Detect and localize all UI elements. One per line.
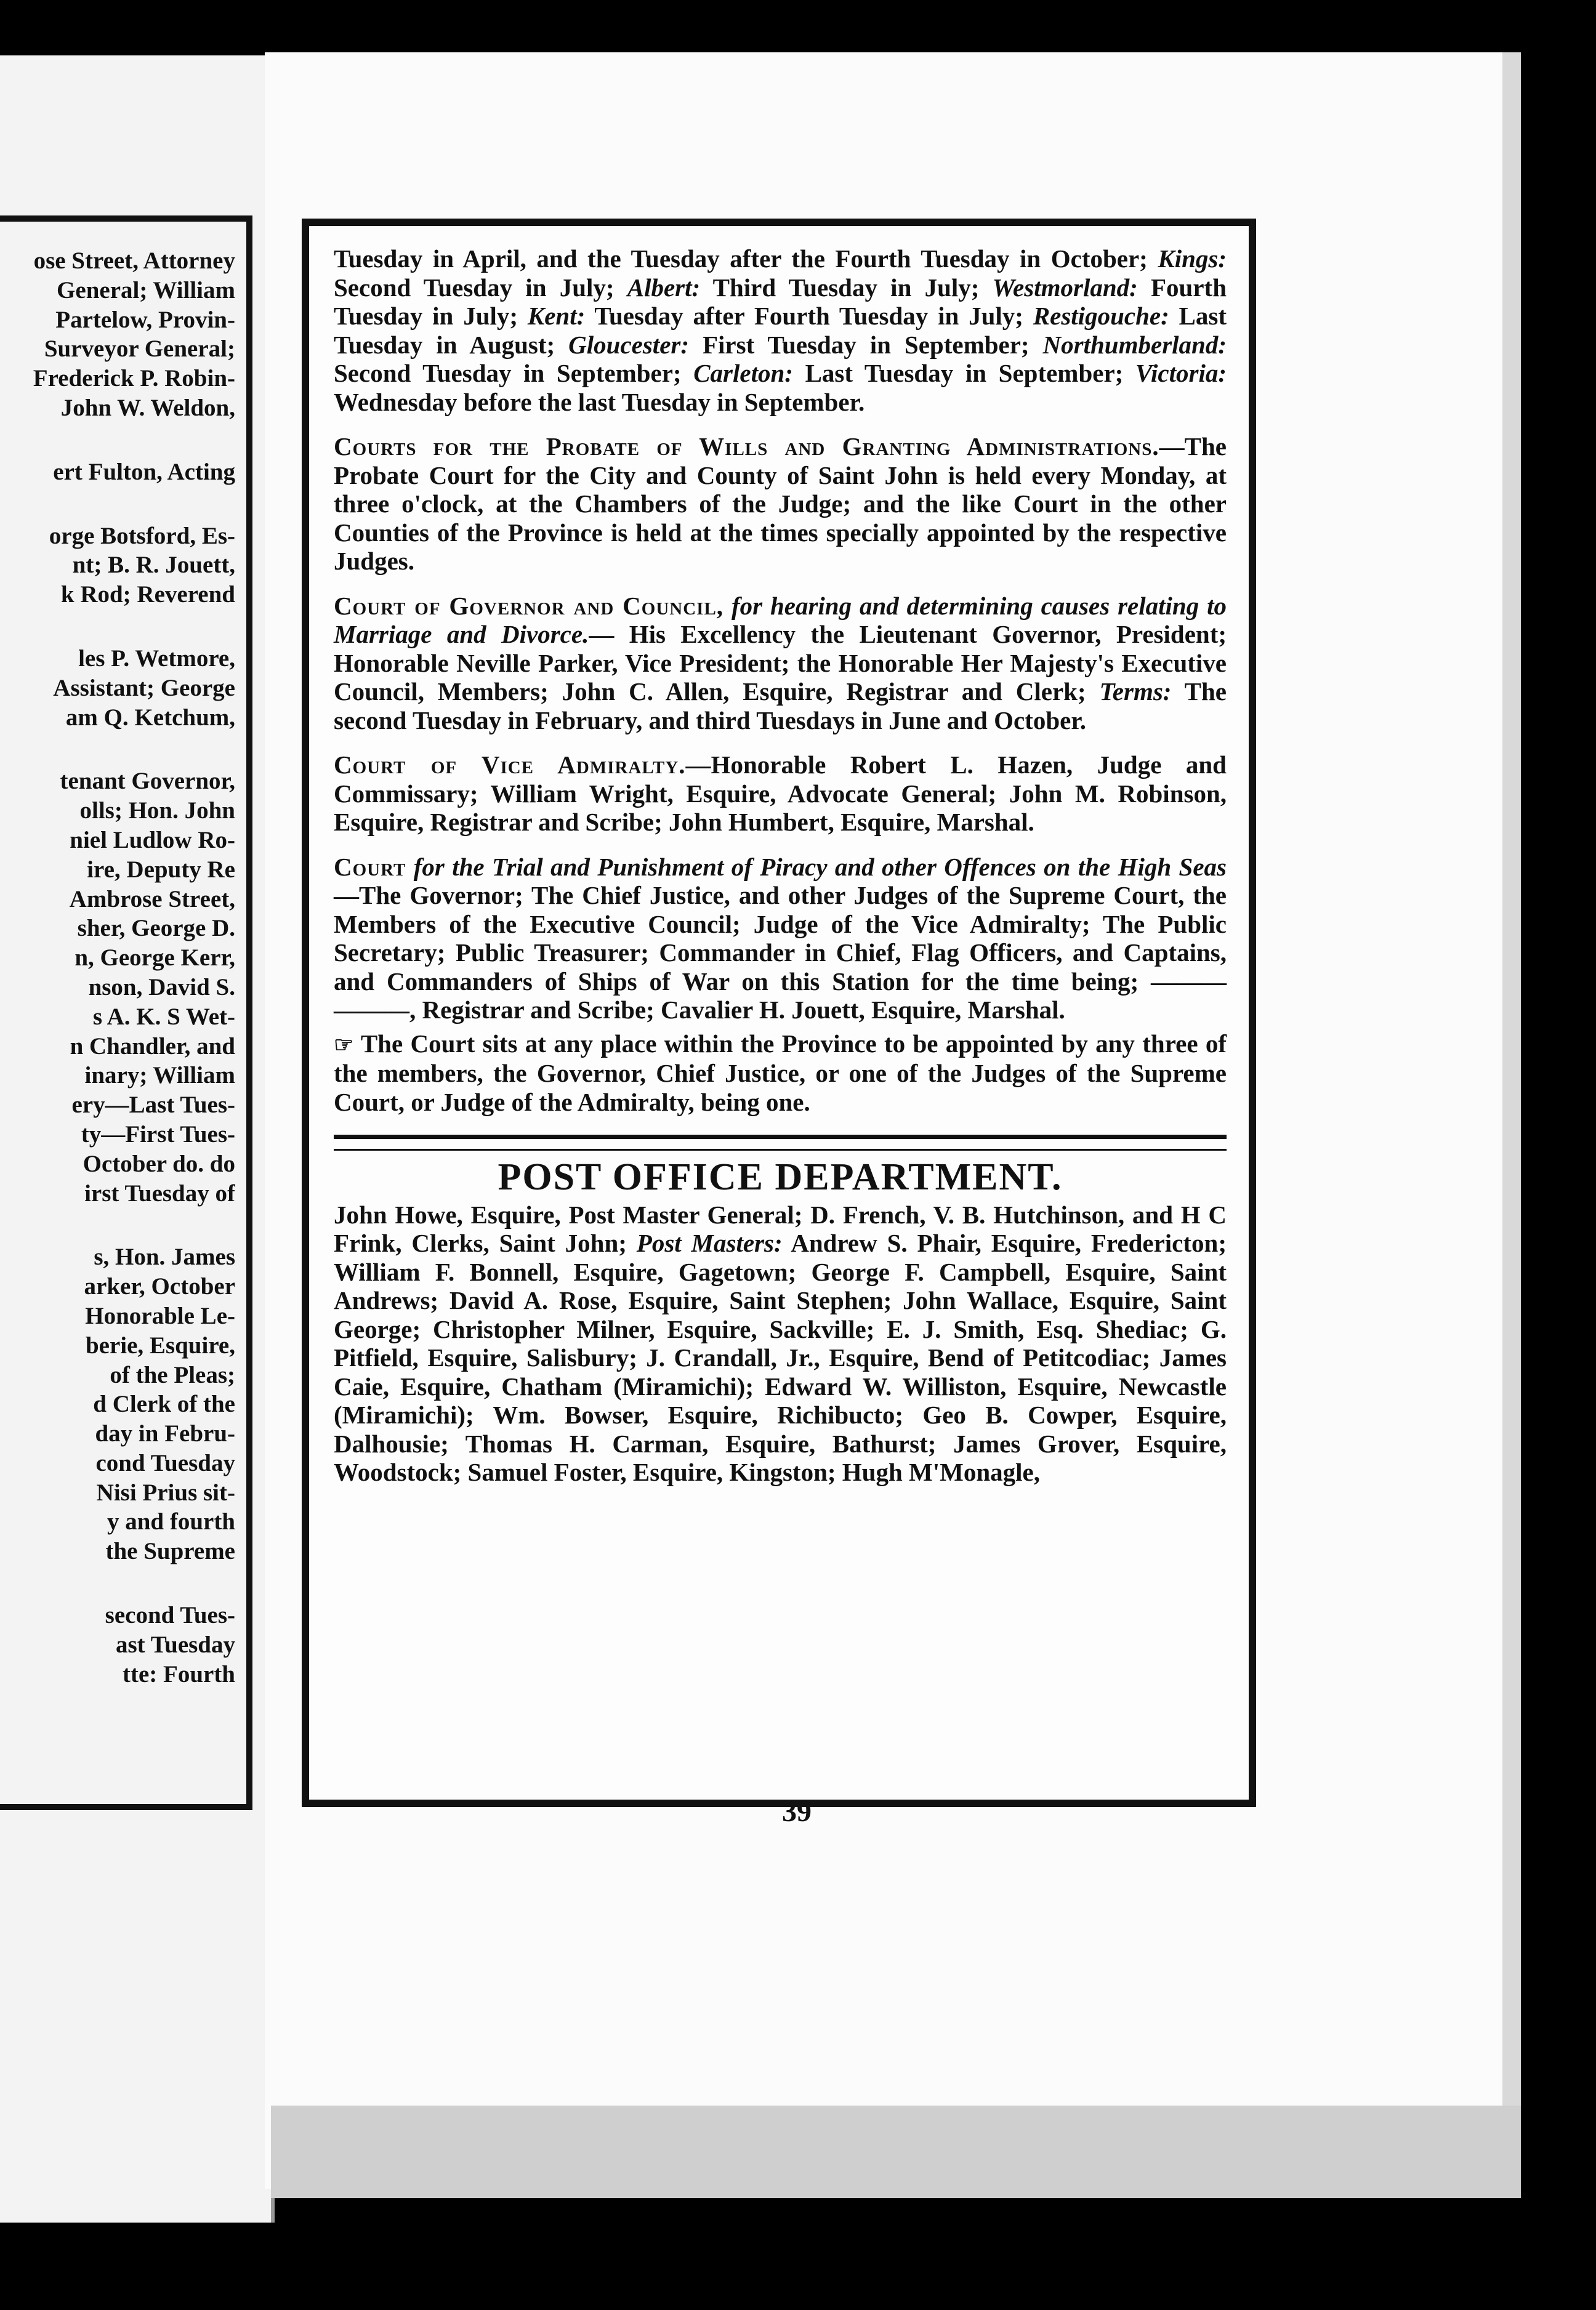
probate-heading: Courts for the Probate of Wills and Granting Administrations. (334, 432, 1159, 461)
left-page-line: General; William (57, 276, 235, 304)
left-page-line: John W. Weldon, (60, 394, 235, 421)
section-rule-thin (334, 1149, 1227, 1151)
left-page (0, 55, 275, 2223)
content-box (302, 219, 1256, 1807)
governor-council-heading: Court of Governor and Council, (334, 591, 724, 620)
piracy-heading: Court (334, 852, 406, 881)
left-page-line: cond Tuesday (95, 1449, 235, 1476)
left-page-line: ery—Last Tues- (71, 1092, 235, 1119)
left-page-line: the Supreme (105, 1538, 235, 1565)
left-page-line: niel Ludlow Ro- (70, 826, 235, 853)
left-page-line: Surveyor General; (44, 336, 235, 363)
left-page-line: inary; William (84, 1062, 235, 1089)
left-page-line: Assistant; George (53, 674, 235, 701)
left-page-gap (1, 423, 235, 457)
left-page-gap (1, 1208, 235, 1242)
section-rule-thick (334, 1135, 1227, 1139)
left-page-line: second Tues- (105, 1602, 235, 1629)
left-page-line: Partelow, Provin- (55, 306, 235, 333)
left-page-line: n, George Kerr, (75, 944, 235, 972)
left-page-column (1, 246, 235, 1689)
left-page-line: tenant Governor, (60, 768, 235, 795)
left-page-gap (1, 732, 235, 767)
left-page-line: arker, October (84, 1273, 235, 1300)
left-page-line: nson, David S. (88, 973, 235, 1000)
left-page-line: irst Tuesday of (84, 1180, 235, 1207)
left-page-gap (1, 487, 235, 521)
left-page-line: ire, Deputy Re (87, 856, 235, 883)
left-page-line: s, Hon. James (94, 1244, 235, 1271)
page-shadow (271, 2106, 1521, 2198)
left-page-line: berie, Esquire, (85, 1332, 235, 1359)
piracy-note-paragraph: ☞ The Court sits at any place within the Province to be appointed by any three of the members, the Governor, Chief Justice, or one of the Judges of the Supreme Court, or Judge of the Admiralty, being one. (334, 1029, 1227, 1116)
left-page-line: k Rod; Reverend (60, 581, 235, 608)
left-page-line: ert Fulton, Acting (53, 458, 235, 485)
left-page-line: ast Tuesday (115, 1631, 235, 1658)
circuit-courts-paragraph: Tuesday in April, and the Tuesday after the Fourth Tuesday in October; Kings: Second Tuesday in July; Albert: Third Tuesday in July; Westmorland: Fourth Tuesday in July; Kent: Tuesday after Fourth Tuesday in July; Restigouche: Last Tuesday in August; Gloucester: First Tuesday in September; Northumberland: Second Tuesday in September; Carleton: Last Tuesday in September; Victoria: Wednesday before the last Tuesday in September. (334, 244, 1227, 416)
page-number: 39 (782, 1795, 812, 1828)
pointing-hand-icon: ☞ (334, 1032, 354, 1057)
content-text (334, 244, 1227, 1503)
left-page-line: d Clerk of the (93, 1391, 235, 1418)
left-page-text-box (0, 215, 252, 1810)
governor-council-paragraph: Court of Governor and Council, for hearing and determining causes relating to Marriage and Divorce.— His Excellency the Lieutenant Governor, President; Honorable Neville Parker, Vice President; the Honorable Her Majesty's Executive Council, Members; John C. Allen, Esquire, Registrar and Clerk; Terms: The second Tuesday in February, and third Tuesdays in June and October. (334, 591, 1227, 734)
left-page-line: of the Pleas; (110, 1361, 235, 1388)
left-page-line: nt; B. R. Jouett, (72, 552, 235, 579)
left-page-line: y and fourth (107, 1508, 235, 1535)
left-page-line: October do. do (83, 1150, 235, 1177)
left-page-line: ose Street, Attorney (33, 247, 235, 274)
left-page-line: sher, George D. (77, 915, 235, 942)
post-office-heading: POST OFFICE DEPARTMENT. (498, 1156, 1063, 1198)
left-page-line: tte: Fourth (122, 1660, 235, 1688)
left-page-line: am Q. Ketchum, (65, 704, 235, 731)
left-page-line: day in Febru- (95, 1420, 235, 1447)
left-page-line: Honorable Le- (85, 1302, 235, 1329)
left-page-line: ty—First Tues- (81, 1121, 235, 1148)
left-page-line: s A. K. S Wet- (92, 1003, 235, 1030)
left-page-line: Ambrose Street, (69, 885, 235, 912)
left-page-line: n Chandler, and (70, 1032, 235, 1060)
piracy-court-paragraph: Court for the Trial and Punishment of Piracy and other Offences on the High Seas —The Governor; The Chief Justice, and other Judges of the Supreme Court, the Members of the Executive Council; Judge of the Vice Admiralty; The Public Secretary; Public Treasurer; Commander in Chief, Flag Officers, and Captains, and Commanders of Ships of War on this Station for the time being; ——— ———, Registrar and Scribe; Cavalier H. Jouett, Esquire, Marshal. (334, 852, 1227, 1024)
vice-admiralty-paragraph: Court of Vice Admiralty.—Honorable Robert L. Hazen, Judge and Commissary; William Wright, Esquire, Advocate General; John M. Robinson, Esquire, Registrar and Scribe; John Humbert, Esquire, Marshal. (334, 751, 1227, 836)
vice-admiralty-heading: Court of Vice Admiralty. (334, 751, 686, 779)
left-page-line: Nisi Prius sit- (96, 1479, 235, 1506)
left-page-line: olls; Hon. John (79, 797, 235, 824)
probate-paragraph: Courts for the Probate of Wills and Granting Administrations.—The Probate Court for the City and County of Saint John is held every Monday, at three o'clock, at the Chambers of the Judge; and the like Court in the other Counties of the Province is held at the times specially appointed by the respective Judges. (334, 432, 1227, 575)
post-office-paragraph: John Howe, Esquire, Post Master General; D. French, V. B. Hutchinson, and H C Frink, Clerks, Saint John; Post Masters: Andrew S. Phair, Esquire, Fredericton; William F. Bonnell, Esquire, Gagetown; George F. Campbell, Esquire, Saint Andrews; David A. Rose, Esquire, Saint Stephen; John Wallace, Esquire, Saint George; Christopher Milner, Esquire, Sackville; E. J. Smith, Esq. Shediac; G. Pitfield, Esquire, Salisbury; J. Crandall, Jr., Esquire, Bend of Petitcodiac; James Caie, Esquire, Chatham (Miramichi); Edward W. Williston, Esquire, Newcastle (Miramichi); Wm. Bowser, Esquire, Richibucto; Geo B. Cowper, Esquire, Dalhousie; Thomas H. Carman, Esquire, Bathurst; James Grover, Esquire, Woodstock; Samuel Foster, Esquire, Kingston; Hugh M'Monagle, (334, 1200, 1227, 1486)
left-page-line: les P. Wetmore, (78, 645, 235, 672)
left-page-gap (1, 1566, 235, 1601)
left-page-line: orge Botsford, Es- (49, 522, 235, 549)
left-page-gap (1, 610, 235, 644)
left-page-line: Frederick P. Robin- (33, 365, 235, 392)
